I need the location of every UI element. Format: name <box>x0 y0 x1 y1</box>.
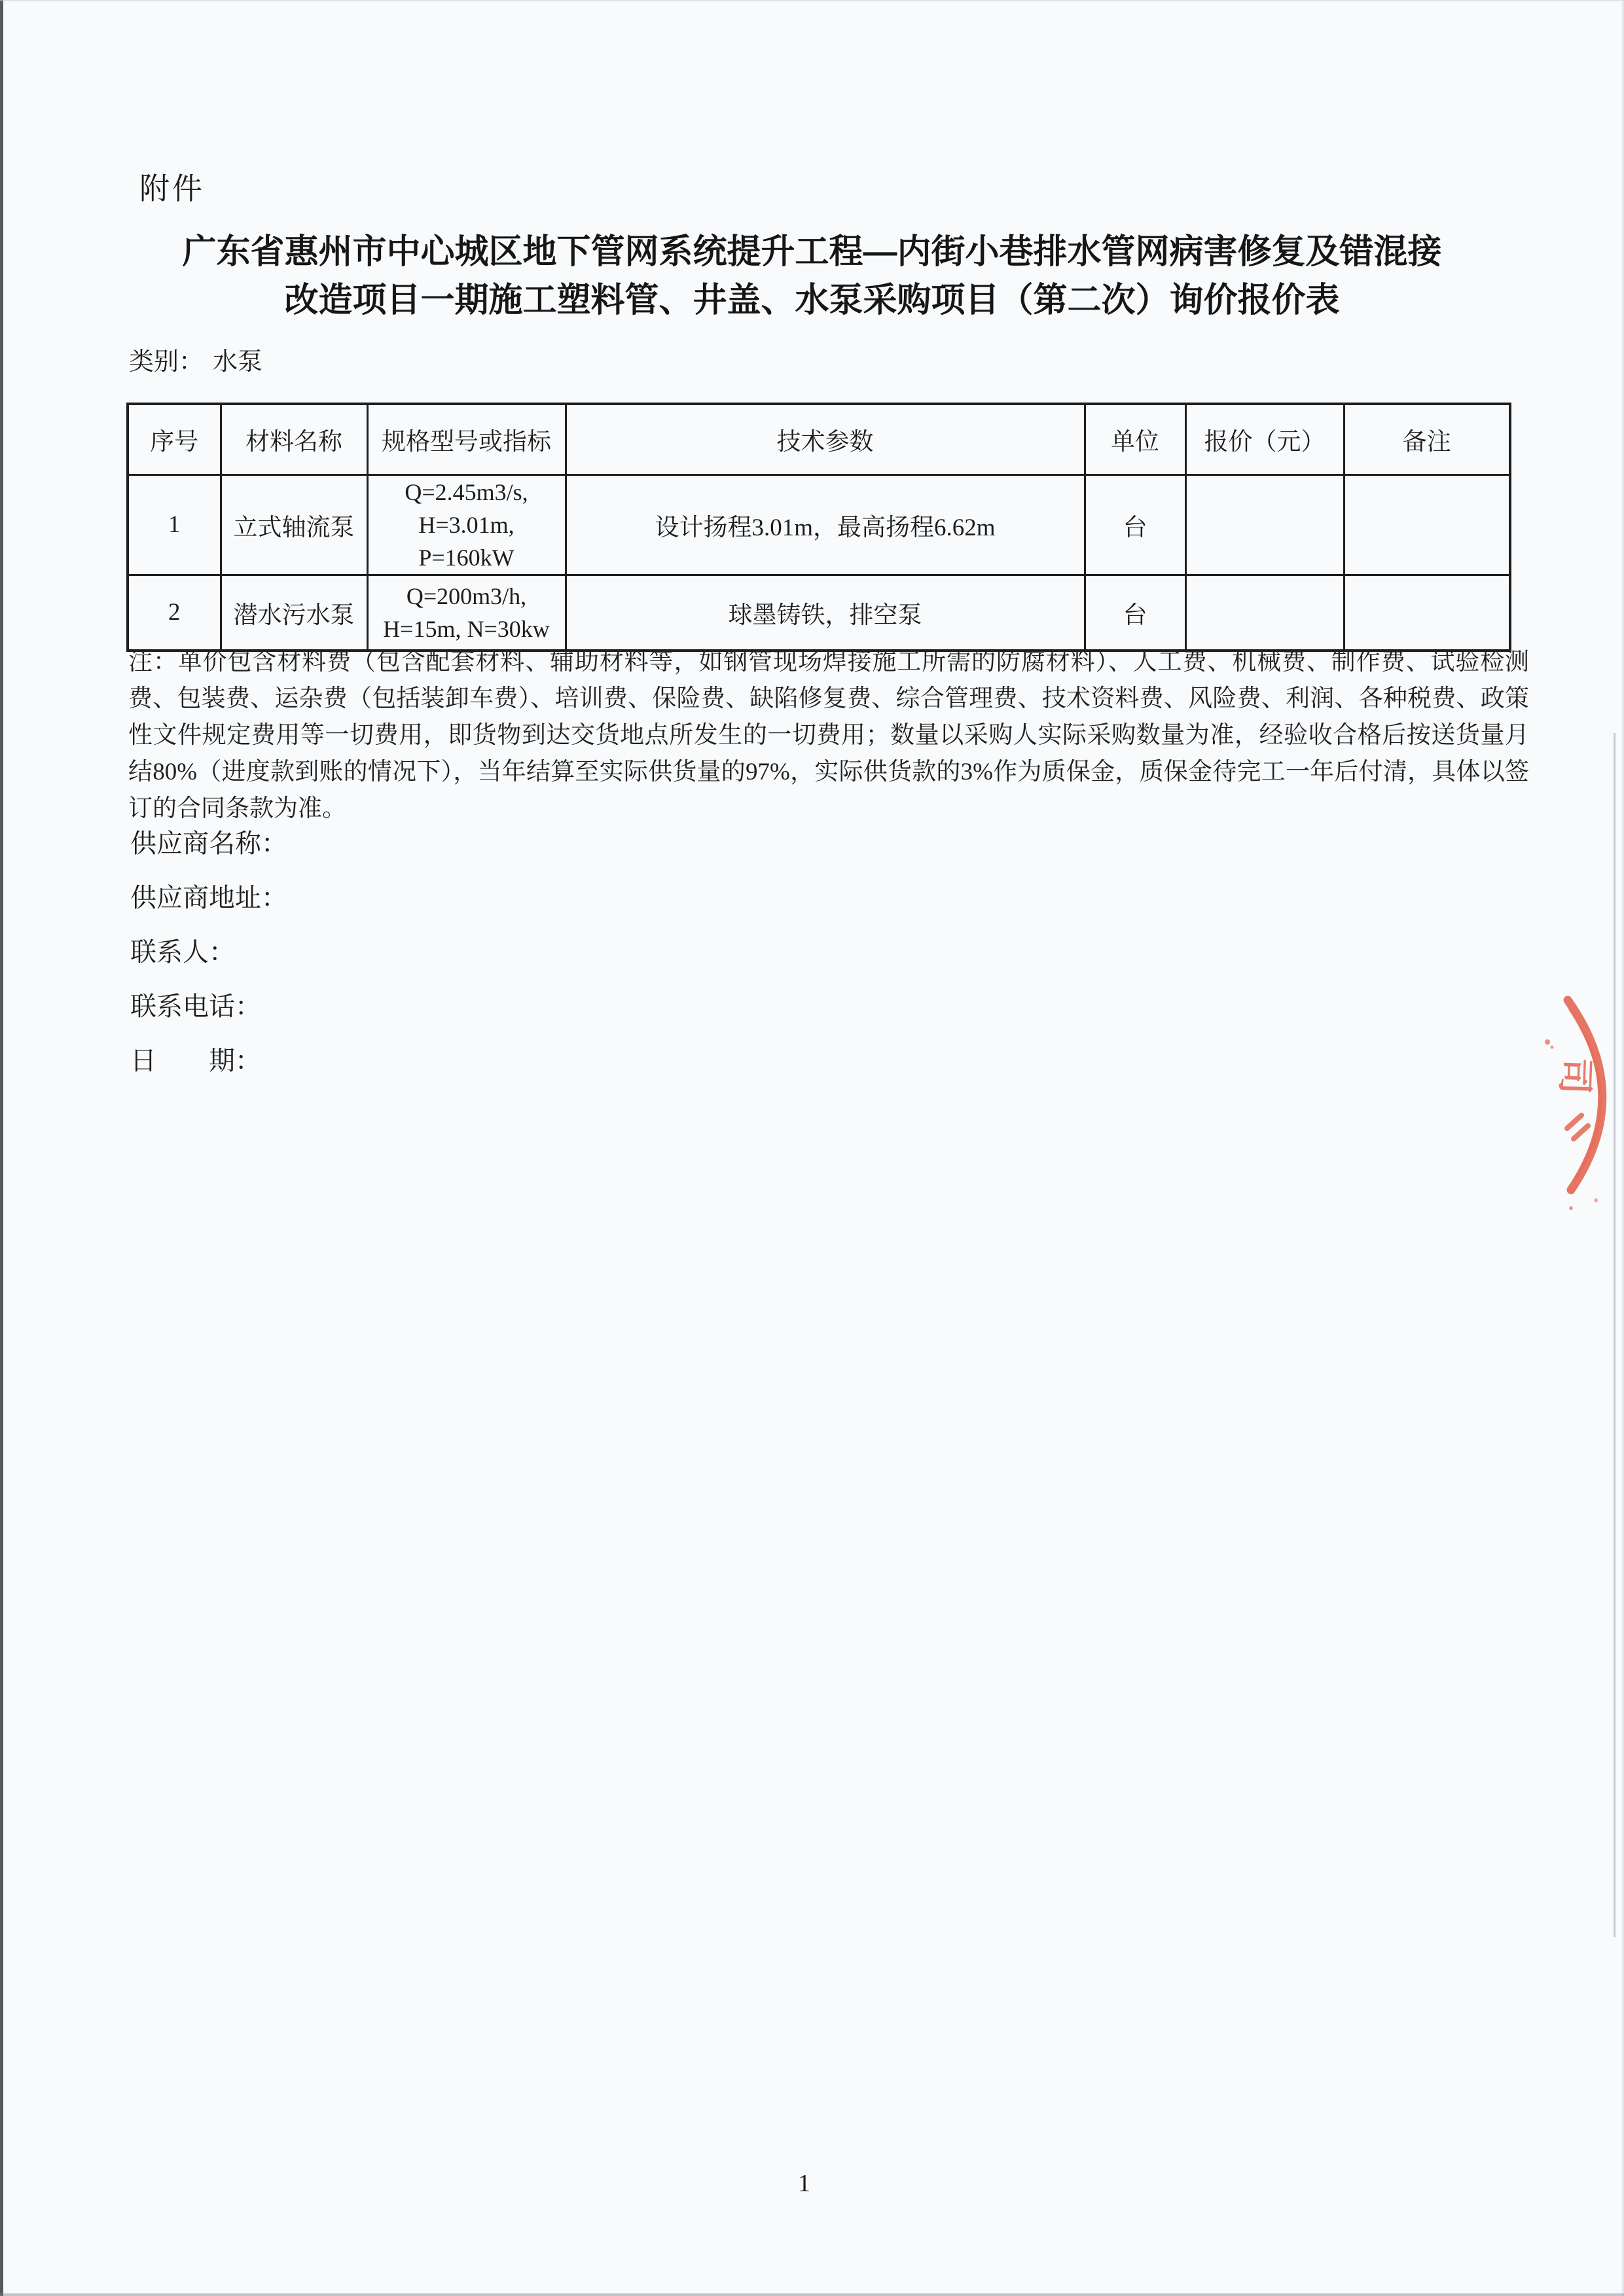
contact-phone-label: 联系电话： <box>130 992 261 1021</box>
page-number: 1 <box>798 2170 810 2197</box>
document-title-line1: 广东省惠州市中心城区地下管网系统提升工程—内街小巷排水管网病害修复及错混接 <box>182 233 1442 271</box>
spec-line-1: Q=2.45m3/s, <box>405 478 528 505</box>
spec-line-2: H=3.01m, P=160kW <box>418 511 514 571</box>
cell-seq: 1 <box>128 475 221 575</box>
cell-remark <box>1344 575 1510 651</box>
red-stamp-fragment <box>1530 980 1624 1242</box>
cell-name: 立式轴流泵 <box>221 475 367 575</box>
scan-edge-bottom <box>0 2293 1624 2296</box>
stamp-character: 司 <box>1554 1057 1597 1096</box>
cell-name: 潜水污水泵 <box>221 575 367 651</box>
stamp-arc-icon <box>1530 980 1624 1242</box>
supplier-block <box>130 829 287 1100</box>
contact-person-label: 联系人： <box>130 937 235 967</box>
category-label: 类别： <box>129 348 204 376</box>
table-row <box>128 575 1510 651</box>
note-paragraph: 注：单价包含材料费（包含配套材料、辅助材料等，如钢管现场焊接施工所需的防腐材料）、人工费、机械费、制作费、试验检测费、包装费、运杂费（包括装卸车费）、培训费、保险费、缺陷修复费、综合管理费、技术资料费、风险费、利润、各种税费、政策性文件规定费用等一切费用，即货物到达交货地点所发生的一切费用；数量以采购人实际采购数量为准，经验收合格后按送货量月结80%（进度款到账的情况下），当年结算至实际供货量的97%，实际供货款的3%作为质保金，质保金待完工一年后付清，具体以签订的合同条款为准。 <box>128 649 1529 822</box>
cell-unit: 台 <box>1085 475 1185 575</box>
col-header-unit: 单位 <box>1085 404 1185 475</box>
table-row <box>128 475 1510 575</box>
col-header-params: 技术参数 <box>566 404 1085 475</box>
scan-edge-left <box>0 0 3 2296</box>
cell-price <box>1185 475 1344 575</box>
cell-price <box>1185 575 1344 651</box>
cell-params: 设计扬程3.01m，最高扬程6.62m <box>566 475 1085 575</box>
document-title <box>85 228 1539 325</box>
document-title-line2: 改造项目一期施工塑料管、井盖、水泵采购项目（第二次）询价报价表 <box>284 281 1340 319</box>
supplier-address-label: 供应商地址： <box>130 883 287 912</box>
cell-remark <box>1344 475 1510 575</box>
spec-line-2: H=15m, N=30kw <box>383 615 550 642</box>
quote-table <box>126 403 1511 652</box>
supplier-name-label: 供应商名称： <box>130 829 287 858</box>
scan-paper-shadow <box>1614 733 1615 1937</box>
col-header-name: 材料名称 <box>221 404 367 475</box>
cell-params: 球墨铸铁，排空泵 <box>566 575 1085 651</box>
attachment-label: 附件 <box>139 172 205 206</box>
cell-unit: 台 <box>1085 575 1185 651</box>
cell-spec <box>367 475 566 575</box>
spec-line-1: Q=200m3/h, <box>406 583 527 609</box>
cell-spec <box>367 575 566 651</box>
category-line <box>129 341 262 377</box>
table-header-row <box>128 404 1510 475</box>
scan-edge-top <box>0 0 1624 1</box>
cell-seq: 2 <box>128 575 221 651</box>
col-header-remark: 备注 <box>1344 404 1510 475</box>
col-header-price: 报价（元） <box>1185 404 1344 475</box>
col-header-spec: 规格型号或指标 <box>367 404 566 475</box>
date-label: 日 期： <box>130 1046 261 1075</box>
col-header-seq: 序号 <box>128 404 221 475</box>
category-value: 水泵 <box>213 348 263 376</box>
